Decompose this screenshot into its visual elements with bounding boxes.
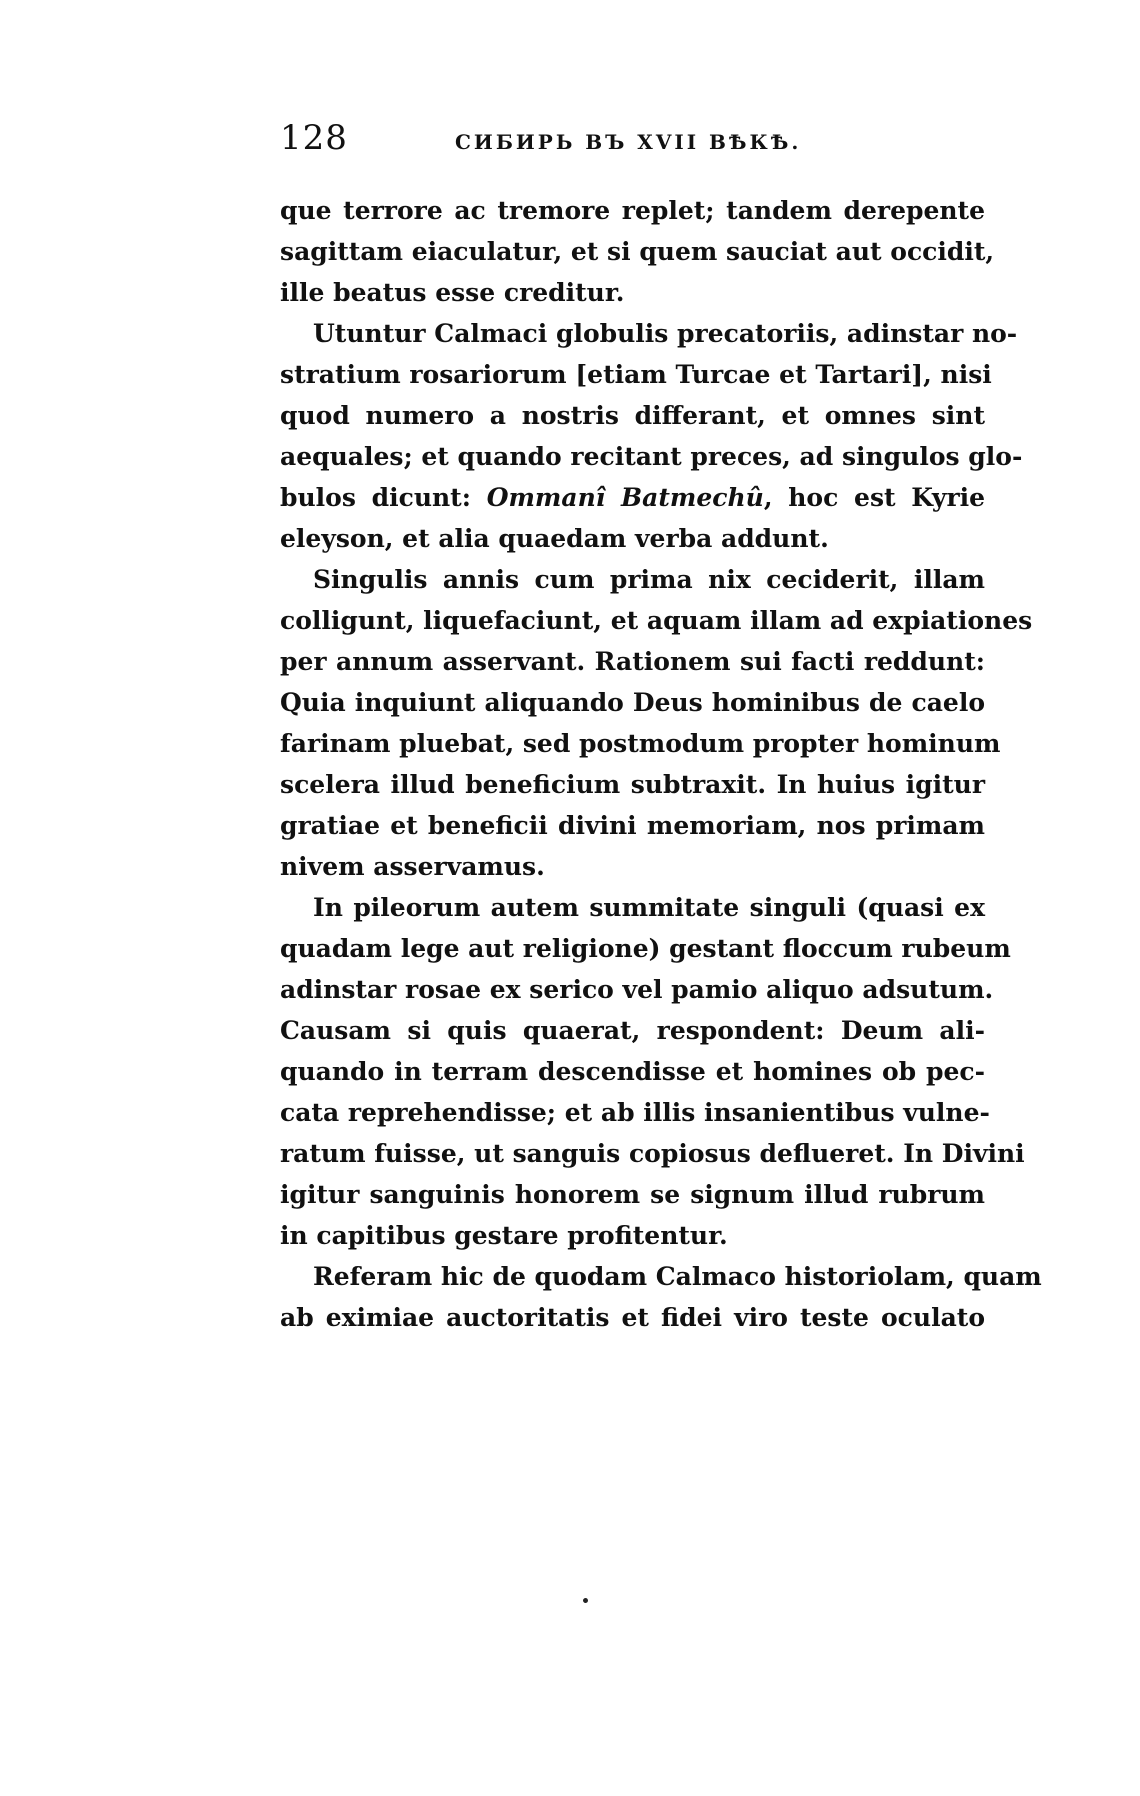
text-line: Causam si quis quaerat, respondent: Deum ali- bbox=[280, 1016, 985, 1045]
text-line: quando in terram descendisse et homines ob pec- bbox=[280, 1057, 985, 1086]
paragraph-start-line: Referam hic de quodam Calmaco historiolam, quam bbox=[313, 1262, 1042, 1291]
body-text bbox=[280, 190, 1042, 1338]
text-line: farinam pluebat, sed postmodum propter hominum bbox=[280, 729, 1001, 758]
text-line: gratiae et beneficii divini memoriam, nos primam bbox=[280, 811, 985, 840]
text-line: eleyson, et alia quaedam verba addunt. bbox=[280, 524, 829, 553]
italic-phrase: Ommanî Batmechû bbox=[486, 483, 764, 512]
text-segment: bulos dicunt: bbox=[280, 483, 487, 512]
text-line: colligunt, liquefaciunt, et aquam illam ad expiationes bbox=[280, 606, 1033, 635]
text-line: aequales; et quando recitant preces, ad singulos glo- bbox=[280, 442, 1023, 471]
text-line: ille beatus esse creditur. bbox=[280, 278, 625, 307]
text-line: que terrore ac tremore replet; tandem derepente bbox=[280, 196, 985, 225]
text-line: adinstar rosae ex serico vel pamio aliquo adsutum. bbox=[280, 975, 994, 1004]
text-line: per annum asservant. Rationem sui facti reddunt: bbox=[280, 647, 985, 676]
paragraph-start-line: Utuntur Calmaci globulis precatoriis, adinstar no- bbox=[313, 319, 1018, 348]
page-number: 128 bbox=[280, 118, 348, 158]
text-line: nivem asservamus. bbox=[280, 852, 545, 881]
text-line: ratum fuisse, ut sanguis copiosus deflueret. In Divini bbox=[280, 1139, 1025, 1168]
text-line: in capitibus gestare profitentur. bbox=[280, 1221, 728, 1250]
paragraph-start-line: In pileorum autem summitate singuli (quasi ex bbox=[313, 893, 985, 922]
text-line: ab eximiae auctoritatis et fidei viro teste oculato bbox=[280, 1303, 985, 1332]
text-line: sagittam eiaculatur, et si quem sauciat aut occidit, bbox=[280, 237, 995, 266]
text-line: quadam lege aut religione) gestant floccum rubeum bbox=[280, 934, 1011, 963]
text-line: scelera illud beneficium subtraxit. In huius igitur bbox=[280, 770, 985, 799]
running-title: СИБИРЬ ВЪ XVII ВѢКѢ. bbox=[455, 130, 802, 154]
text-segment: , hoc est Kyrie bbox=[763, 483, 986, 512]
text-line: igitur sanguinis honorem se signum illud rubrum bbox=[280, 1180, 985, 1209]
print-speck bbox=[582, 1597, 588, 1603]
paragraph-start-line: Singulis annis cum prima nix ceciderit, illam bbox=[313, 565, 985, 594]
running-head bbox=[280, 118, 1000, 168]
text-line: quod numero a nostris differant, et omnes sint bbox=[280, 401, 985, 430]
text-line-with-italic bbox=[280, 477, 985, 518]
text-line: cata reprehendisse; et ab illis insanientibus vulne- bbox=[280, 1098, 990, 1127]
text-line: Quia inquiunt aliquando Deus hominibus de caelo bbox=[280, 688, 985, 717]
text-line: stratium rosariorum [etiam Turcae et Tartari], nisi bbox=[280, 360, 992, 389]
